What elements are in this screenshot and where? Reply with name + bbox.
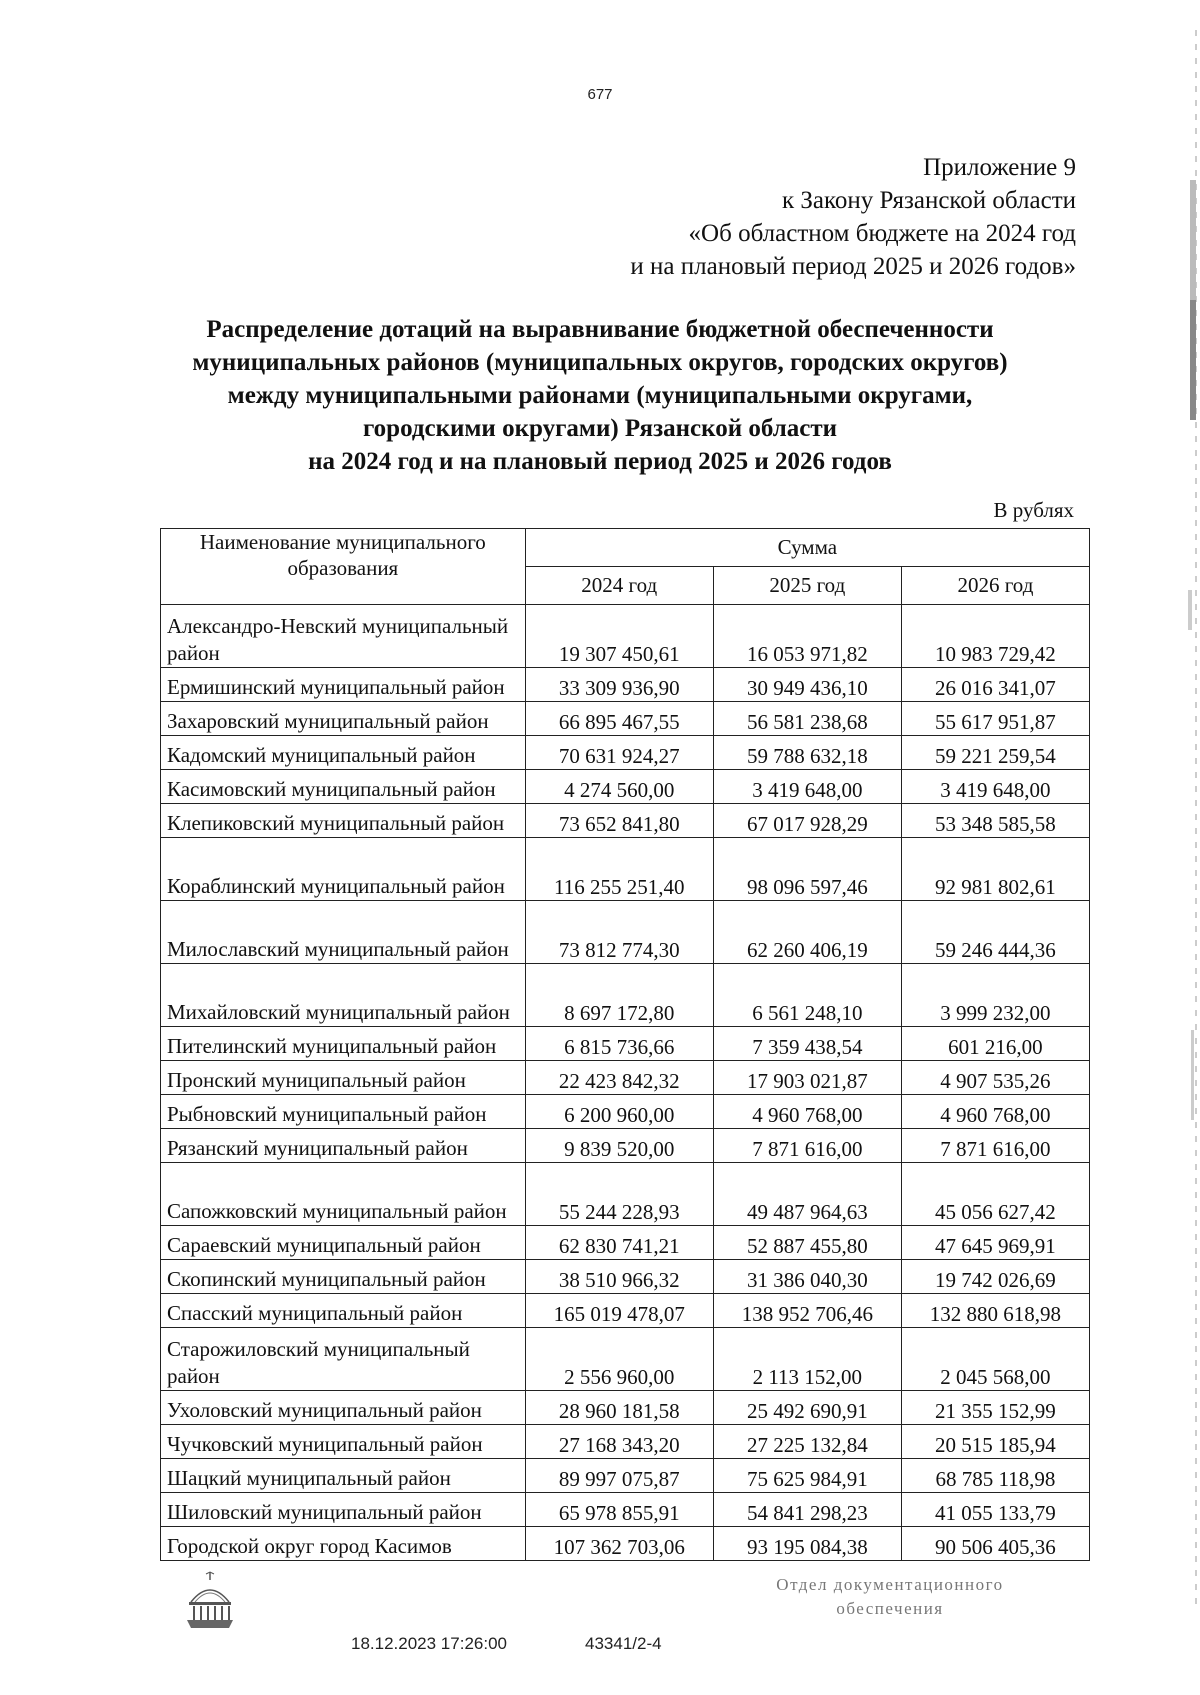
amount-2025: 16 053 971,82 [713,605,901,668]
amount-2026: 47 645 969,91 [901,1226,1089,1260]
title-line: муниципальных районов (муниципальных округов, городских округов) [192,349,1008,376]
amount-2024: 55 244 228,93 [525,1163,713,1226]
registration-timestamp: 18.12.2023 17:26:00 [351,1634,507,1653]
amount-2026: 4 907 535,26 [901,1061,1089,1095]
amount-2026: 45 056 627,42 [901,1163,1089,1226]
amount-2024: 165 019 478,07 [525,1294,713,1328]
unit-note: В рублях [993,498,1074,522]
municipality-name: Касимовский муниципальный район [161,770,526,804]
amount-2026: 7 871 616,00 [901,1129,1089,1163]
municipality-name: Кадомский муниципальный район [161,736,526,770]
amount-2024: 116 255 251,40 [525,838,713,901]
table-row [161,964,1090,1027]
amount-2024: 38 510 966,32 [525,1260,713,1294]
amount-2025: 98 096 597,46 [713,838,901,901]
appendix-line: «Об областном бюджете на 2024 год [688,220,1076,247]
amount-2024: 33 309 936,90 [525,668,713,702]
amount-2026: 19 742 026,69 [901,1260,1089,1294]
amount-2025: 4 960 768,00 [713,1095,901,1129]
amount-2024: 9 839 520,00 [525,1129,713,1163]
table-header-row [161,529,1090,567]
amount-2024: 19 307 450,61 [525,605,713,668]
table-row [161,668,1090,702]
amount-2024: 22 423 842,32 [525,1061,713,1095]
amount-2024: 62 830 741,21 [525,1226,713,1260]
amount-2026: 20 515 185,94 [901,1425,1089,1459]
amount-2026: 41 055 133,79 [901,1493,1089,1527]
amount-2026: 2 045 568,00 [901,1328,1089,1391]
table-row [161,1459,1090,1493]
amount-2026: 4 960 768,00 [901,1095,1089,1129]
amount-2025: 59 788 632,18 [713,736,901,770]
municipality-name: Клепиковский муниципальный район [161,804,526,838]
title-line: городскими округами) Рязанской области [362,415,838,442]
amount-2025: 52 887 455,80 [713,1226,901,1260]
title-line: между муниципальными районами (муниципальными округами, [227,382,973,409]
amount-2026: 68 785 118,98 [901,1459,1089,1493]
municipality-name: Захаровский муниципальный район [161,702,526,736]
amount-2025: 7 359 438,54 [713,1027,901,1061]
municipality-name: Михайловский муниципальный район [161,964,526,1027]
table-row [161,702,1090,736]
amount-2025: 27 225 132,84 [713,1425,901,1459]
subsidy-table [160,528,1090,1561]
amount-2024: 107 362 703,06 [525,1527,713,1561]
municipality-name: Рыбновский муниципальный район [161,1095,526,1129]
amount-2025: 75 625 984,91 [713,1459,901,1493]
table-row [161,1328,1090,1391]
table-row [161,1163,1090,1226]
table-row [161,1027,1090,1061]
parliament-seal-icon [183,1568,237,1632]
amount-2026: 3 419 648,00 [901,770,1089,804]
appendix-line: к Закону Рязанской области [782,187,1076,214]
municipality-name: Шацкий муниципальный район [161,1459,526,1493]
table-row [161,1493,1090,1527]
amount-2025: 93 195 084,38 [713,1527,901,1561]
header-year-2026: 2026 год [901,567,1089,605]
amount-2026: 90 506 405,36 [901,1527,1089,1561]
amount-2026: 601 216,00 [901,1027,1089,1061]
table-row [161,1129,1090,1163]
municipality-name: Кораблинский муниципальный район [161,838,526,901]
table-row [161,838,1090,901]
amount-2025: 6 561 248,10 [713,964,901,1027]
amount-2026: 92 981 802,61 [901,838,1089,901]
municipality-name: Скопинский муниципальный район [161,1260,526,1294]
amount-2025: 62 260 406,19 [713,901,901,964]
municipality-name: Городской округ город Касимов [161,1527,526,1561]
municipality-name: Шиловский муниципальный район [161,1493,526,1527]
amount-2024: 73 652 841,80 [525,804,713,838]
amount-2024: 28 960 181,58 [525,1391,713,1425]
amount-2025: 138 952 706,46 [713,1294,901,1328]
amount-2024: 4 274 560,00 [525,770,713,804]
amount-2024: 6 200 960,00 [525,1095,713,1129]
amount-2024: 89 997 075,87 [525,1459,713,1493]
table-row [161,1260,1090,1294]
amount-2025: 56 581 238,68 [713,702,901,736]
amount-2025: 2 113 152,00 [713,1328,901,1391]
department-stamp-line: обеспечения [836,1599,944,1618]
table-row [161,1226,1090,1260]
municipality-name: Рязанский муниципальный район [161,1129,526,1163]
table-row [161,770,1090,804]
amount-2025: 49 487 964,63 [713,1163,901,1226]
amount-2024: 65 978 855,91 [525,1493,713,1527]
municipality-name: Спасский муниципальный район [161,1294,526,1328]
amount-2024: 73 812 774,30 [525,901,713,964]
amount-2024: 6 815 736,66 [525,1027,713,1061]
amount-2025: 3 419 648,00 [713,770,901,804]
header-year-2025: 2025 год [713,567,901,605]
table-row [161,901,1090,964]
municipality-name: Пронский муниципальный район [161,1061,526,1095]
municipality-name: Милославский муниципальный район [161,901,526,964]
amount-2025: 31 386 040,30 [713,1260,901,1294]
amount-2026: 21 355 152,99 [901,1391,1089,1425]
amount-2025: 54 841 298,23 [713,1493,901,1527]
document-title [150,313,1050,478]
municipality-name: Чучковский муниципальный район [161,1425,526,1459]
table-row [161,1061,1090,1095]
municipality-name: Старожиловский муниципальный район [161,1328,526,1391]
amount-2026: 3 999 232,00 [901,964,1089,1027]
table-row [161,605,1090,668]
table-row [161,1391,1090,1425]
amount-2024: 27 168 343,20 [525,1425,713,1459]
table-row [161,736,1090,770]
amount-2026: 59 246 444,36 [901,901,1089,964]
appendix-line: Приложение 9 [923,154,1076,181]
amount-2025: 17 903 021,87 [713,1061,901,1095]
registration-number: 43341/2-4 [585,1634,662,1653]
amount-2026: 26 016 341,07 [901,668,1089,702]
amount-2026: 53 348 585,58 [901,804,1089,838]
municipality-name: Ухоловский муниципальный район [161,1391,526,1425]
appendix-line: и на плановый период 2025 и 2026 годов» [630,253,1076,280]
header-sum: Сумма [525,529,1089,567]
amount-2026: 55 617 951,87 [901,702,1089,736]
amount-2026: 10 983 729,42 [901,605,1089,668]
appendix-header [630,151,1076,283]
header-year-2024: 2024 год [525,567,713,605]
amount-2025: 30 949 436,10 [713,668,901,702]
table-row [161,1527,1090,1561]
amount-2025: 25 492 690,91 [713,1391,901,1425]
municipality-name: Сараевский муниципальный район [161,1226,526,1260]
table-row [161,804,1090,838]
amount-2024: 70 631 924,27 [525,736,713,770]
municipality-name: Александро-Невский муниципальный район [161,605,526,668]
amount-2025: 67 017 928,29 [713,804,901,838]
municipality-name: Ермишинский муниципальный район [161,668,526,702]
amount-2024: 8 697 172,80 [525,964,713,1027]
amount-2026: 132 880 618,98 [901,1294,1089,1328]
scan-edge-artifact-icon [1182,30,1200,1610]
title-line: на 2024 год и на плановый период 2025 и 2026 годов [308,448,892,475]
header-municipality: Наименование муниципального образования [161,529,526,605]
title-line: Распределение дотаций на выравнивание бюджетной обеспеченности [206,316,994,343]
department-stamp-line: Отдел документационного [776,1575,1004,1594]
table-row [161,1425,1090,1459]
table-row [161,1095,1090,1129]
municipality-name: Пителинский муниципальный район [161,1027,526,1061]
amount-2026: 59 221 259,54 [901,736,1089,770]
table-row [161,1294,1090,1328]
page-number: 677 [587,86,613,103]
amount-2024: 2 556 960,00 [525,1328,713,1391]
municipality-name: Сапожковский муниципальный район [161,1163,526,1226]
department-stamp [740,1573,1040,1621]
amount-2024: 66 895 467,55 [525,702,713,736]
amount-2025: 7 871 616,00 [713,1129,901,1163]
